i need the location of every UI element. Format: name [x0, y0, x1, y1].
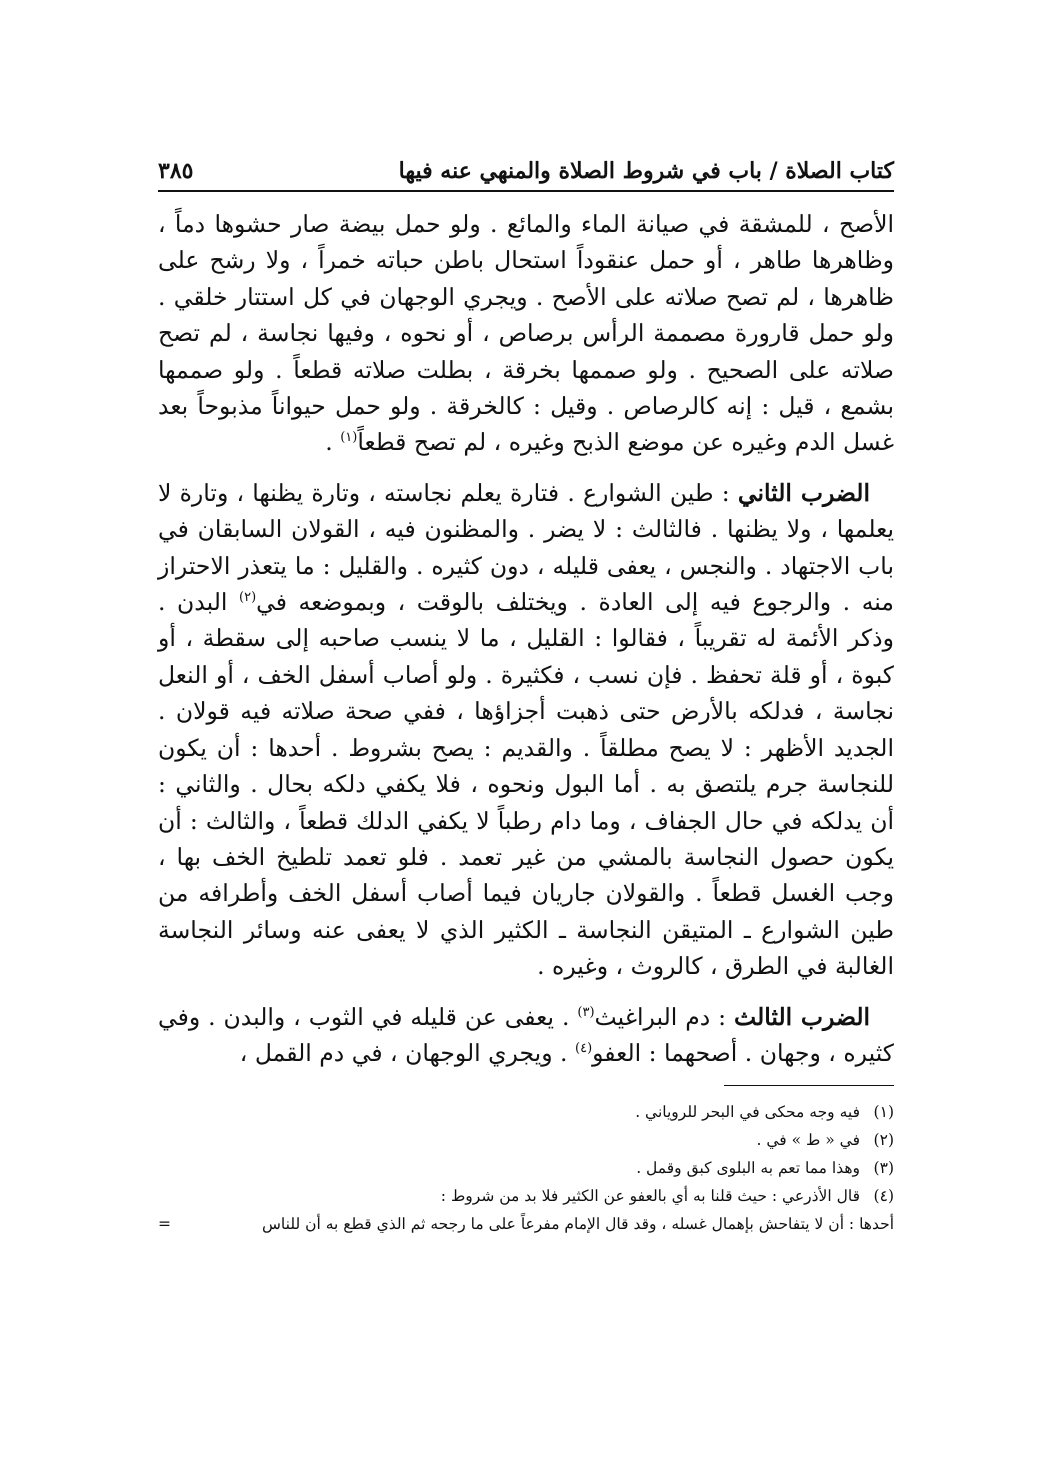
continuation-mark: =: [158, 1215, 171, 1234]
footnote-number: (٢): [873, 1131, 894, 1150]
footnote-separator: [724, 1085, 894, 1086]
footnote-ref-3[interactable]: (٣): [577, 1004, 595, 1020]
running-header: [158, 140, 894, 184]
footnote-ref-2[interactable]: (٢): [239, 590, 257, 606]
book-page: [158, 140, 894, 1238]
footnote-ref-1[interactable]: (١): [340, 430, 358, 446]
paragraph-3-text-b: . يعفى عن قليله في الثوب ، والبدن . وفي كثيره ، وجهان . أصحهما : العفو: [158, 1002, 894, 1067]
section-heading-second: الضرب الثاني: [737, 478, 870, 507]
footnote-item: [158, 1182, 894, 1210]
footnote-item: [158, 1126, 894, 1154]
footnote-text: قال الأذرعي : حيث قلنا به أي بالعفو عن الكثير فلا بد من شروط :: [440, 1187, 860, 1206]
paragraph-3-text-a: : دم البراغيث: [594, 1002, 735, 1031]
paragraph-2-text-a: : طين الشوارع . فتارة يعلم نجاسته ، وتارة يظنها ، وتارة لا يعلمها ، ولا يظنها . فالثالث : لا يضر . والمظنون فيه ، القولان السابقان في باب الاجتهاد . والنجس ، يعفى قليله ، دون كثيره . والقليل : ما يتعذر الاحتراز منه . والرجوع فيه إلى العادة . ويختلف بالوقت ، وبموضعه في: [158, 478, 894, 617]
chapter-title: كتاب الصلاة / باب في شروط الصلاة والمنهي عنه فيها: [398, 158, 894, 184]
section-heading-third: الضرب الثالث: [734, 1002, 871, 1031]
paragraph-3: [158, 999, 894, 1072]
footnote-number: (٤): [873, 1187, 894, 1206]
footnote-text: فيه وجه محكى في البحر للروياني .: [635, 1103, 860, 1122]
header-rule: [158, 190, 894, 192]
footnotes: [158, 1098, 894, 1238]
paragraph-3-text-c: . ويجري الوجهان ، في دم القمل ،: [239, 1038, 575, 1067]
footnote-number: (١): [873, 1103, 894, 1122]
footnote-continuation-text: أحدها : أن لا يتفاحش بإهمال غسله ، وقد قال الإمام مفرعاً على ما رجحه ثم الذي قطع به أن للناس: [262, 1215, 894, 1234]
paragraph-1-end: .: [325, 428, 341, 457]
page-number: ٣٨٥: [158, 158, 194, 184]
paragraph-1-text: الأصح ، للمشقة في صيانة الماء والمائع . ولو حمل بيضة صار حشوها دماً ، وظاهرها طاهر ، أو حمل عنقوداً استحال باطن حباته خمراً ، ولا رشح على ظاهرها ، لم تصح صلاته على الأصح . ويجري الوجهان في كل استتار خلقي . ولو حمل قارورة مصممة الرأس برصاص ، أو نحوه ، وفيها نجاسة ، لم تصح صلاته على الصحيح . ولو صممها بخرقة ، بطلت صلاته قطعاً . ولو صممها بشمع ، قيل : إنه كالرصاص . وقيل : كالخرقة . ولو حمل حيواناً مذبوحاً بعد غسل الدم وغيره عن موضع الذبح وغيره ، لم تصح قطعاً: [158, 210, 894, 457]
paragraph-2: [158, 475, 894, 985]
footnote-number: (٣): [873, 1159, 894, 1178]
footnote-continuation: [158, 1210, 894, 1238]
footnote-ref-4[interactable]: (٤): [575, 1041, 593, 1057]
main-text: [158, 206, 894, 1071]
paragraph-2-text-b: البدن . وذكر الأئمة له تقريباً ، فقالوا : القليل ، ما لا ينسب صاحبه إلى سقطة ، أو كبوة ، أو قلة تحفظ . فإن نسب ، فكثيرة . ولو أصاب أسفل الخف ، أو النعل نجاسة ، فدلكه بالأرض حتى ذهبت أجزاؤها ، ففي صحة صلاته فيه قولان . الجديد الأظهر : لا يصح مطلقاً . والقديم : يصح بشروط . أحدها : أن يكون للنجاسة جرم يلتصق به . أما البول ونحوه ، فلا يكفي دلكه بحال . والثاني : أن يدلكه في حال الجفاف ، وما دام رطباً لا يكفي الدلك قطعاً ، والثالث : أن يكون حصول النجاسة بالمشي من غير تعمد . فلو تعمد تلطيخ الخف بها ، وجب الغسل قطعاً . والقولان جاريان فيما أصاب أسفل الخف وأطرافه من طين الشوارع ـ المتيقن النجاسة ـ الكثير الذي لا يعفى عنه وسائر النجاسة الغالبة في الطرق ، كالروث ، وغيره .: [158, 588, 894, 981]
footnote-text: في « ط » في .: [756, 1131, 860, 1150]
paragraph-1: [158, 206, 894, 461]
footnote-text: وهذا مما تعم به البلوى كبق وقمل .: [636, 1159, 860, 1178]
footnote-item: [158, 1098, 894, 1126]
footnote-item: [158, 1154, 894, 1182]
